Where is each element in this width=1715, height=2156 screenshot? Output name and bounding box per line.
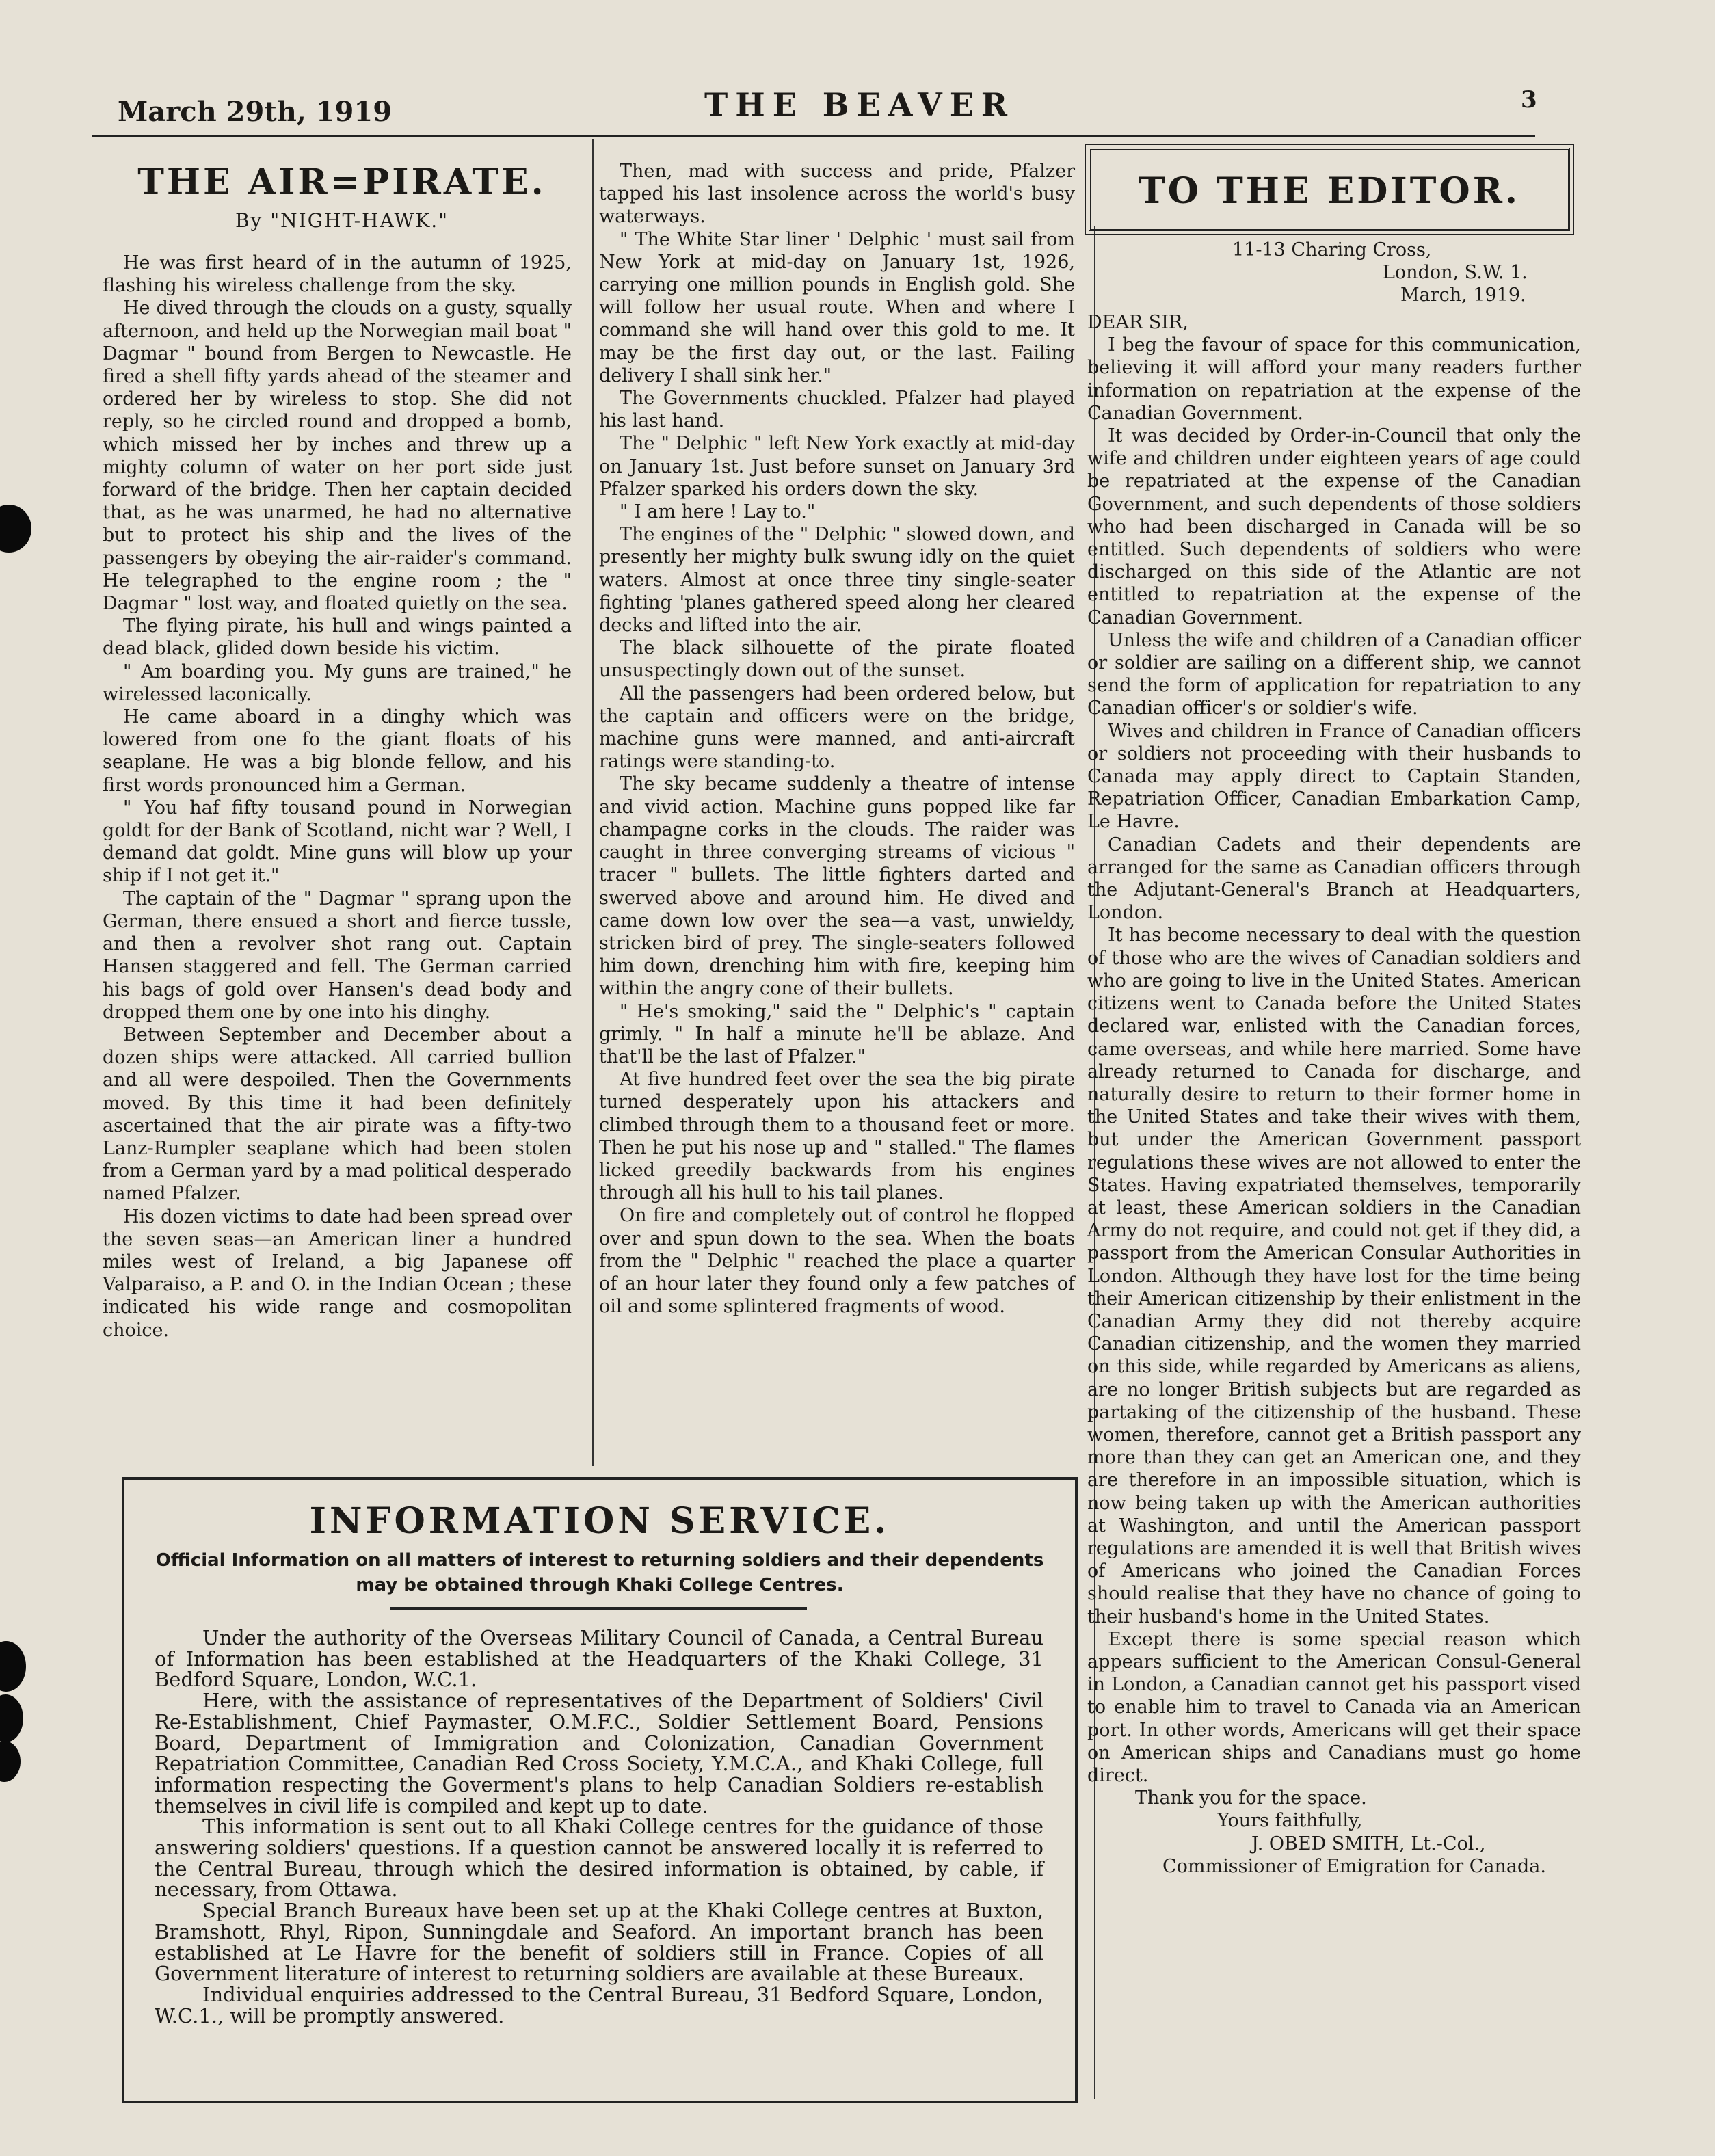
info-title: INFORMATION SERVICE. <box>309 1500 890 1542</box>
info-subtitle <box>145 1548 1054 1597</box>
article-title: THE AIR=PIRATE. <box>137 161 546 203</box>
letter-signature: J. OBED SMITH, Lt.-Col., <box>1251 1833 1486 1854</box>
letter-closing: Yours faithfully, <box>1217 1810 1363 1832</box>
address-line: 11-13 Charing Cross, <box>1232 239 1432 261</box>
binding-hole-mark <box>0 1741 21 1782</box>
paragraph: He came aboard in a dinghy which was lowered from one fo the giant floats of his seaplane. He was a big blonde fellow, and his first words pronounced him a German. <box>103 706 572 796</box>
paragraph: He was first heard of in the autumn of 1925, flashing his wireless challenge from the sky. <box>103 252 572 297</box>
paragraph: Individual enquiries addressed to the Central Bureau, 31 Bedford Square, London, W.C.1., will be promptly answered. <box>155 1982 1043 2027</box>
paragraph: Under the authority of the Overseas Military Council of Canada, a Central Bureau of Information has been established at the Headquarters of the Khaki College, 31 Bedford Square, London, W.C.1. <box>155 1626 1043 1692</box>
paragraph: Then, mad with success and pride, Pfalzer tapped his last insolence across the world's busy waterways. <box>599 161 1075 228</box>
paragraph: Special Branch Bureaux have been set up at the Khaki College centres at Buxton, Bramshott, Rhyl, Ripon, Sunningdale and Seaford. An important branch has been established at Le Havre for the benefit of soldiers still in France. Copies of all Government literature of interest to returning soldiers are available at these Bureaux. <box>155 1899 1043 1986</box>
letter-address <box>1087 239 1559 307</box>
paragraph: Unless the wife and children of a Canadian officer or soldier are sailing on a different ship, we cannot send the form of application for repatriation to any Canadian officer's or soldier's wife. <box>1087 629 1581 719</box>
letter-title-box <box>1089 148 1570 231</box>
binding-hole-mark <box>0 1641 26 1692</box>
article-column-1 <box>103 252 572 1342</box>
information-service-box <box>122 1477 1078 2103</box>
paragraph: " The White Star liner ' Delphic ' must sail from New York at mid-day on January 1st, 1926, carrying one million pounds in English gold. She will follow her usual route. When and where I command she will hand over this gold to me. It may be the first day out, or the last. Failing delivery I shall sink her." <box>599 228 1075 386</box>
article-column-2 <box>599 160 1075 1318</box>
page-number: 3 <box>1521 86 1537 114</box>
paragraph: " He's smoking," said the " Delphic's " captain grimly. " In half a minute he'll be ablaze. And that'll be the last of Pfalzer." <box>599 1000 1075 1067</box>
paragraph: He dived through the clouds on a gusty, squally afternoon, and held up the Norwegian mail boat " Dagmar " bound from Bergen to Newcastle. He fired a shell fifty yards ahead of the steamer and ordered her by wireless to stop. She did not reply, so he circled round and dropped a bomb, which missed her by inches and threw up a mighty column of water on her port side just forward of the bridge. Then her captain decided that, as he was unarmed, he had no alternative but to protect his ship and the lives of the passengers by obeying the air-raider's command. He telegraphed to the engine room ; the " Dagmar " lost way, and floated quietly on the sea. <box>103 297 572 615</box>
letter-position: Commissioner of Emigration for Canada. <box>1162 1855 1546 1877</box>
letter-title: TO THE EDITOR. <box>1138 170 1521 212</box>
paragraph: " You haf fifty tousand pound in Norwegian goldt for der Bank of Scotland, nicht war ? Well, I demand dat goldt. Mine guns will blow up your ship if I not get it." <box>103 797 572 887</box>
paragraph: His dozen victims to date had been spread over the seven seas—an American liner a hundred miles west of Ireland, a big Japanese off Valparaiso, a P. and O. in the Indian Ocean ; these indicated his wide range and cosmopolitan choice. <box>103 1206 572 1341</box>
paragraph: The " Delphic " left New York exactly at mid-day on January 1st. Just before sunset on January 3rd Pfalzer sparked his orders down the sky. <box>599 433 1075 500</box>
paragraph: I beg the favour of space for this communication, believing it will afford your many readers further information on repatriation at the expense of the Canadian Government. <box>1087 334 1581 424</box>
info-body <box>155 1627 1043 2026</box>
newspaper-title: THE BEAVER <box>704 86 1015 123</box>
paragraph: All the passengers had been ordered below, but the captain and officers were on the bridge, machine guns were manned, and anti-aircraft ratings were standing-to. <box>599 682 1075 773</box>
address-line: March, 1919. <box>1400 284 1526 306</box>
paragraph: Wives and children in France of Canadian officers or soldiers not proceeding with their husbands to Canada may apply direct to Captain Standen, Repatriation Officer, Canadian Embarkation Camp, Le Havre. <box>1087 720 1581 833</box>
paragraph: The sky became suddenly a theatre of intense and vivid action. Machine guns popped like far champagne corks in the clouds. The raider was caught in three converging streams of vicious " tracer " bullets. The little fighters darted and swerved above and around him. He dived and came down low over the sea—a vast, unwieldy, stricken bird of prey. The single-seaters followed him down, drenching him with fire, keeping him within the angry cone of their bullets. <box>599 773 1075 1000</box>
column-rule-1 <box>592 139 594 1466</box>
paragraph: Except there is some special reason which appears sufficient to the American Consul-General in London, a Canadian cannot get his passport vised to enable him to travel to Canada via an American port. In other words, Americans will get their space on American ships and Canadians must go home direct. <box>1087 1628 1581 1786</box>
article-byline: By "NIGHT-HAWK." <box>235 209 449 232</box>
paragraph: It was decided by Order-in-Council that only the wife and children under eighteen years of age could be repatriated at the expense of the Canadian Government, and such dependents of those soldiers who had been discharged in Canada will be so entitled. Such dependents of soldiers who were discharged on this side of the Atlantic are not entitled to repatriation at the expense of the Canadian Government. <box>1087 425 1581 628</box>
letter-column <box>1087 311 1581 1878</box>
paragraph: The flying pirate, his hull and wings painted a dead black, glided down beside his victim. <box>103 615 572 660</box>
address-line: London, S.W. 1. <box>1383 262 1528 284</box>
info-subtitle-line: Official Information on all matters of interest to returning soldiers and their dependents <box>155 1550 1044 1571</box>
header-rule <box>92 135 1535 137</box>
letter-salutation: DEAR SIR, <box>1087 312 1188 333</box>
paragraph: The black silhouette of the pirate floated unsuspectingly down out of the sunset. <box>599 637 1075 682</box>
binding-hole-mark <box>0 505 31 553</box>
letter-thanks: Thank you for the space. <box>1135 1787 1367 1809</box>
paragraph: The Governments chuckled. Pfalzer had played his last hand. <box>599 388 1075 432</box>
paragraph: " I am here ! Lay to." <box>620 501 816 523</box>
binding-hole-mark <box>0 1694 23 1742</box>
paragraph: Between September and December about a dozen ships were attacked. All carried bullion and all were despoiled. Then the Governments moved. By this time it had been definitely ascertained that the air pirate was a fifty-two Lanz-Rumpler seaplane which had been stolen from a German yard by a mad political desperado named Pfalzer. <box>103 1024 572 1205</box>
paragraph: At five hundred feet over the sea the big pirate turned desperately upon his attackers and climbed through them to a thousand feet or more. Then he put his nose up and " stalled." The flames licked greedily backwards from his engines through all his hull to his tail planes. <box>599 1069 1075 1204</box>
paragraph: Here, with the assistance of representatives of the Department of Soldiers' Civil Re-Establishment, Chief Paymaster, O.M.F.C., Soldier Settlement Board, Pensions Board, Department of Immigration and Colonization, Canadian Government Repatriation Committee, Canadian Red Cross Society, Y.M.C.A., and Khaki College, full information respecting the Goverment's plans to help Canadian Soldiers re-establish themselves in civil life is compiled and kept up to date. <box>155 1689 1043 1818</box>
paragraph: Canadian Cadets and their dependents are arranged for the same as Canadian officers through the Adjutant-General's Branch at Headquarters, London. <box>1087 834 1581 924</box>
info-divider <box>390 1607 807 1610</box>
paragraph: The captain of the " Dagmar " sprang upon the German, there ensued a short and fierce tussle, and then a revolver shot rang out. Captain Hansen staggered and fell. The German carried his bags of gold over Hansen's dead body and dropped them one by one into his dinghy. <box>103 888 572 1023</box>
info-subtitle-line: may be obtained through Khaki College Centres. <box>356 1575 844 1595</box>
paragraph: The engines of the " Delphic " slowed down, and presently her mighty bulk swung idly on the quiet waters. Almost at once three tiny single-seater fighting 'planes gathered speed along her cleared decks and lifted into the air. <box>599 524 1075 637</box>
paragraph: " Am boarding you. My guns are trained," he wirelessed laconically. <box>103 661 572 705</box>
paragraph: It has become necessary to deal with the question of those who are the wives of Canadian soldiers and who are going to live in the United States. American citizens went to Canada before the United States declared war, enlisted with the Canadian forces, came overseas, and while here married. Some have already returned to Canada for discharge, and naturally desire to return to their former home in the United States and take their wives with them, but under the American Government passport regulations these wives are not allowed to enter the States. Having expatriated themselves, temporarily at least, these American soldiers in the Canadian Army do not require, and could not get if they did, a passport from the American Consular Authorities in London. Although they have lost for the time being their American citizenship by their enlistment in the Canadian Army they did not thereby acquire Canadian citizenship, and the women they married on this side, while regarded by Americans as aliens, are no longer British subjects but are regarded as partaking of the citizenship of the husband. These women, therefore, cannot get a British passport any more than they can get an American one, and they are therefore in an impossible situation, which is now being taken up with the American authorities at Washington, and until the American passport regulations are amended it is well that British wives of Americans who joined the Canadian Forces should realise that they have no chance of going to their husband's home in the United States. <box>1087 924 1581 1627</box>
paragraph: This information is sent out to all Khaki College centres for the guidance of those answering soldiers' questions. If a question cannot be answered locally it is referred to the Central Bureau, through which the desired information is obtained, by cable, if necessary, from Ottawa. <box>155 1815 1043 1902</box>
paragraph: On fire and completely out of control he flopped over and spun down to the sea. When the boats from the " Delphic " reached the place a quarter of an hour later they found only a few patches of oil and some splintered fragments of wood. <box>599 1205 1075 1318</box>
issue-date: March 29th, 1919 <box>118 96 393 128</box>
